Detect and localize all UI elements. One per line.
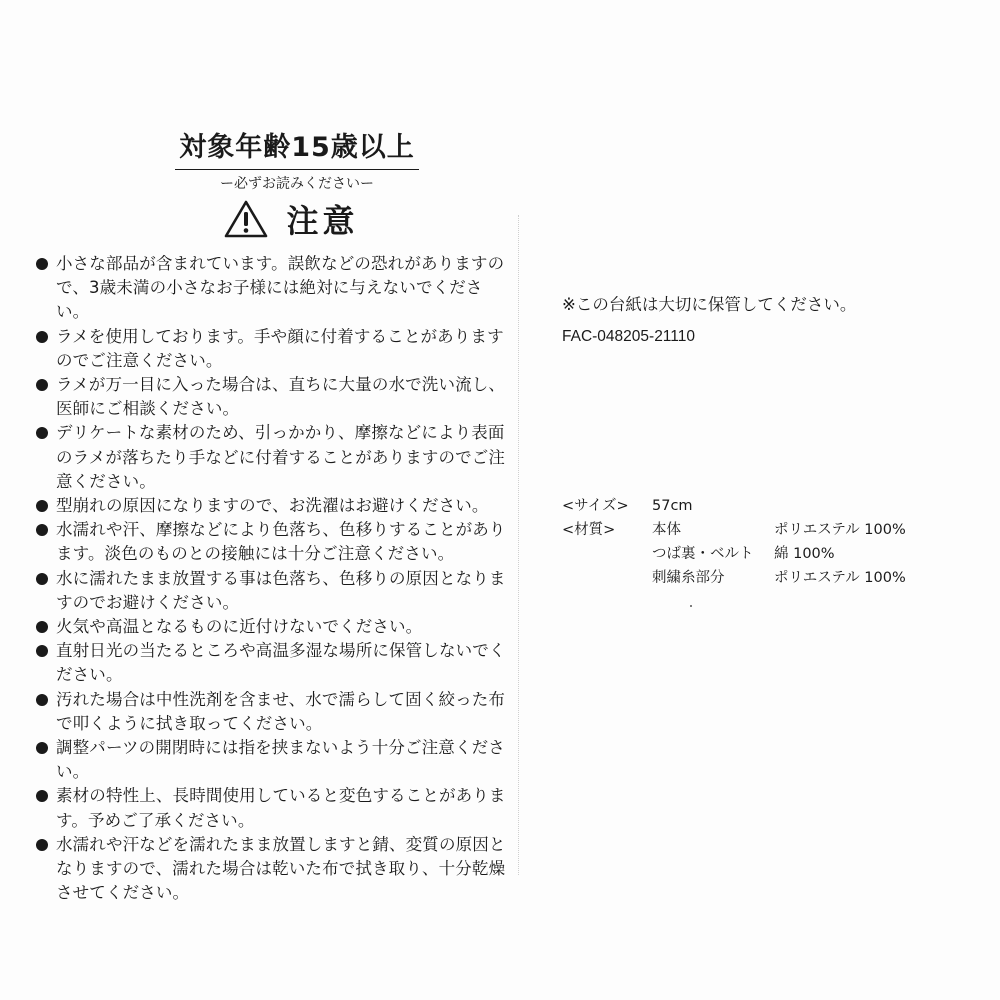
bullet-icon — [36, 379, 48, 391]
material-part: 刺繍糸部分 — [652, 570, 725, 586]
bullet-icon — [36, 839, 48, 851]
caution-item: 調整パーツの開閉時には指を挟まないよう十分ご注意ください。 — [36, 736, 506, 784]
material-value: ポリエステル 100% — [774, 522, 906, 538]
print-speck — [690, 605, 692, 607]
age-notice-title: 対象年齢15歳以上 — [36, 128, 506, 170]
caution-item: 水濡れや汗、摩擦などにより色落ち、色移りすることがあります。淡色のものとの接触には十分ご注意ください。 — [36, 518, 506, 566]
caution-item: 汚れた場合は中性洗剤を含ませ、水で濡らして固く絞った布で叩くように拭き取ってください。 — [36, 688, 506, 736]
caution-item: 火気や高温となるものに近付けないでください。 — [36, 615, 506, 639]
bullet-icon — [36, 331, 48, 343]
caution-item: 小さな部品が含まれています。誤飲などの恐れがありますので、3歳未満の小さなお子様には絶対に与えないでください。 — [36, 252, 506, 325]
material-label: <材質> — [562, 522, 616, 538]
bullet-icon — [36, 694, 48, 706]
bullet-icon — [36, 524, 48, 536]
bullet-icon — [36, 258, 48, 270]
material-part: 本体 — [652, 522, 681, 538]
material-part: つば裏・ベルト — [652, 546, 754, 562]
caution-item: 直射日光の当たるところや高温多湿な場所に保管しないでください。 — [36, 639, 506, 687]
bullet-icon — [36, 427, 48, 439]
caution-panel — [36, 128, 506, 905]
caution-heading — [36, 196, 506, 244]
fold-line — [518, 215, 519, 875]
bullet-icon — [36, 573, 48, 585]
caution-item: 水濡れや汗などを濡れたまま放置しますと錆、変質の原因となりますので、濡れた場合は乾いた布で拭き取り、十分乾燥させてください。 — [36, 833, 506, 906]
bullet-icon — [36, 790, 48, 802]
storage-note: ※この台紙は大切に保管してください。 — [562, 295, 857, 314]
caution-item: ラメが万一目に入った場合は、直ちに大量の水で洗い流し、医師にご相談ください。 — [36, 373, 506, 421]
caution-title: 注意 — [286, 202, 359, 240]
material-value: 綿 100% — [774, 546, 835, 562]
size-value: 57cm — [652, 498, 693, 514]
material-value: ポリエステル 100% — [774, 570, 906, 586]
bullet-icon — [36, 645, 48, 657]
caution-item: ラメを使用しております。手や顔に付着することがありますのでご注意ください。 — [36, 325, 506, 373]
warning-triangle-icon — [223, 199, 269, 239]
caution-item: デリケートな素材のため、引っかかり、摩擦などにより表面のラメが落ちたり手などに付着することがありますのでご注意ください。 — [36, 421, 506, 494]
bullet-icon — [36, 621, 48, 633]
caution-item: 素材の特性上、長時間使用していると変色することがあります。予めご了承ください。 — [36, 784, 506, 832]
caution-item: 水に濡れたまま放置する事は色落ち、色移りの原因となりますのでお避けください。 — [36, 567, 506, 615]
caution-item: 型崩れの原因になりますので、お洗濯はお避けください。 — [36, 494, 506, 518]
product-code: FAC-048205-21110 — [562, 328, 695, 345]
caution-list — [36, 252, 506, 905]
bullet-icon — [36, 742, 48, 754]
read-note: ー必ずお読みくださいー — [220, 176, 374, 192]
bullet-icon — [36, 500, 48, 512]
size-label: <サイズ> — [562, 498, 629, 514]
